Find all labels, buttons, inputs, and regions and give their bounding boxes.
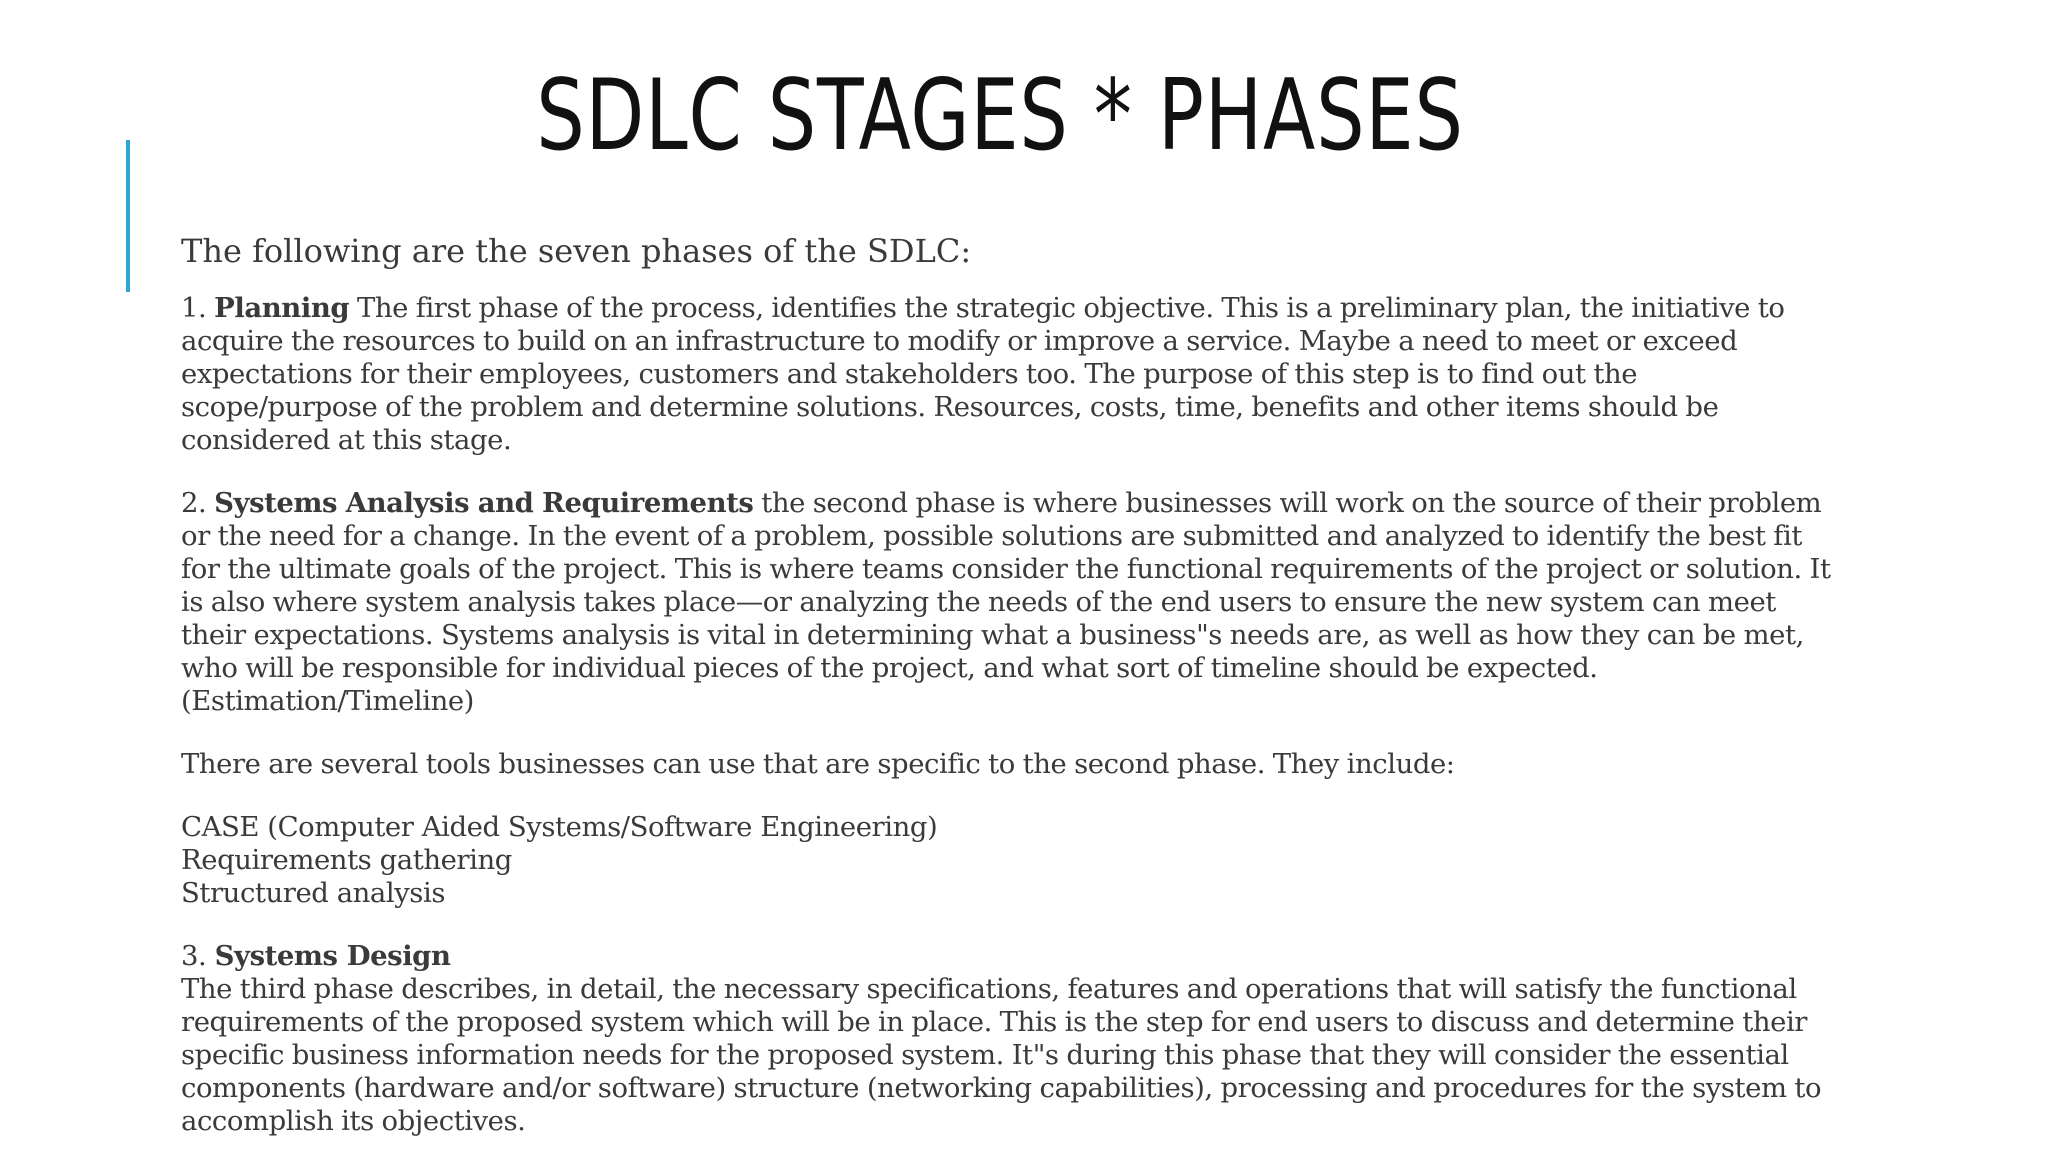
tools-intro: There are several tools businesses can use that are specific to the second phase. They include: (181, 748, 1455, 780)
intro-text: The following are the seven phases of the SDLC: (181, 232, 972, 270)
accent-bar (126, 140, 130, 292)
phase-description: the second phase is where businesses will work on the source of their problem or the need for a change. In the event of a problem, possible solutions are submitted and analyzed to identify the best fit for the ultimate goals of the project. This is where teams consider the functional requirements of the project or solution. It is also where system analysis takes place—or analyzing the needs of the end users to ensure the new system can meet their expectations. Systems analysis is vital in determining what a business"s needs are, as well as how they can be met, who will be responsible for individual pieces of the project, and what sort of timeline should be expected. (Estimation/Timeline) (181, 487, 1831, 717)
tools-list (181, 811, 1831, 910)
phase-description: The first phase of the process, identifies the strategic objective. This is a preliminary plan, the initiative to acquire the resources to build on an infrastructure to modify or improve a service. Maybe a need to meet or exceed expectations for their employees, customers and stakeholders too. The purpose of this step is to find out the scope/purpose of the problem and determine solutions. Resources, costs, time, benefits and other items should be considered at this stage. (181, 292, 1785, 456)
phase-name: Systems Analysis and Requirements (214, 487, 754, 519)
tool-item: Structured analysis (181, 877, 445, 909)
tool-item: Requirements gathering (181, 844, 512, 876)
phase-name: Systems Design (214, 940, 451, 972)
phase-design-description: The third phase describes, in detail, the necessary specifications, features and operations that will satisfy the functional requirements of the proposed system which will be in place. This is the step for end users to discuss and determine their specific business information needs for the proposed system. It"s during this phase that they will consider the essential components (hardware and/or software) structure (networking capabilities), processing and procedures for the system to accomplish its objectives. (181, 973, 1822, 1137)
phase-analysis (181, 487, 1831, 718)
slide-content (181, 230, 1831, 1168)
phase-design-heading (181, 940, 1831, 973)
slide-title: SDLC STAGES * PHASES (536, 59, 1464, 173)
phase-number: 1. (181, 292, 207, 324)
tool-item: CASE (Computer Aided Systems/Software Engineering) (181, 811, 938, 843)
phase-number: 2. (181, 487, 207, 519)
phase-planning (181, 292, 1831, 457)
phase-name: Planning (214, 292, 350, 324)
phase-number: 3. (181, 940, 207, 972)
